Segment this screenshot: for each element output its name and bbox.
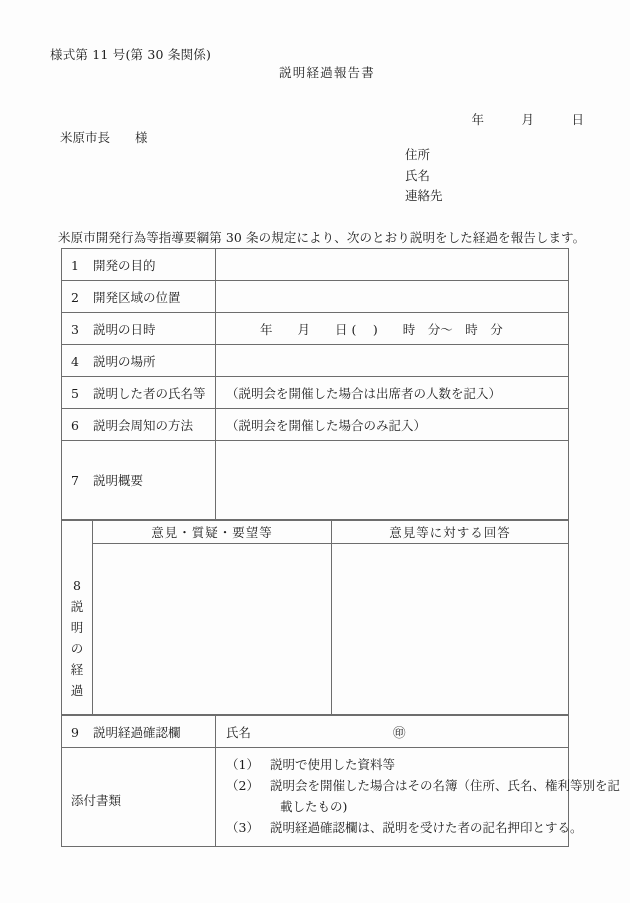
row-6-label bbox=[62, 409, 216, 441]
table-row bbox=[62, 281, 569, 313]
attachments-label: 添付書類 bbox=[62, 748, 216, 847]
row-3-label bbox=[62, 313, 216, 345]
applicant-name-label: 氏名 bbox=[405, 167, 431, 183]
attachments-items bbox=[226, 754, 621, 838]
row-7-label bbox=[62, 441, 216, 520]
intro-statement: 米原市開発行為等指導要綱第 30 条の規定により、次のとおり説明をした経過を報告します。 bbox=[58, 230, 586, 245]
attachment-1-text: 説明で使用した資料等 bbox=[270, 757, 396, 772]
row-3-label-text: 説明の日時 bbox=[93, 321, 156, 337]
row-9-value[interactable] bbox=[216, 716, 569, 748]
row-4-label bbox=[62, 345, 216, 377]
section-8-vertical-label bbox=[62, 521, 93, 715]
row-1-label bbox=[62, 249, 216, 281]
row-9-label bbox=[62, 716, 216, 748]
document-title: 説明経過報告書 bbox=[279, 65, 375, 80]
row-1-number: 1 bbox=[71, 257, 79, 273]
table-row bbox=[62, 377, 569, 409]
row-6-value[interactable]: （説明会を開催した場合のみ記入） bbox=[216, 409, 569, 441]
row-4-label-text: 説明の場所 bbox=[93, 353, 156, 369]
applicant-address-label: 住所 bbox=[405, 147, 431, 162]
row-6-label-text: 説明会周知の方法 bbox=[93, 417, 194, 433]
row-6-number: 6 bbox=[71, 417, 79, 433]
attachment-3-mark: （3） bbox=[226, 820, 259, 835]
row-1-label-text: 開発の目的 bbox=[93, 257, 156, 273]
table-row bbox=[62, 716, 569, 748]
attachment-3-text: 説明経過確認欄は、説明を受けた者の記名押印とする。 bbox=[270, 820, 583, 835]
row-2-value[interactable] bbox=[216, 281, 569, 313]
section-8-header-row bbox=[62, 521, 569, 544]
section-8-answers-field[interactable] bbox=[332, 544, 569, 715]
row-7-label-text: 説明概要 bbox=[93, 473, 144, 488]
table-row bbox=[62, 409, 569, 441]
applicant-block bbox=[405, 145, 443, 207]
row-4-number: 4 bbox=[71, 353, 79, 369]
row-5-value[interactable]: （説明会を開催した場合は出席者の人数を記入） bbox=[216, 377, 569, 409]
row-7-value[interactable] bbox=[216, 441, 569, 520]
row-7-number: 7 bbox=[71, 473, 79, 488]
attachments-list bbox=[216, 748, 621, 847]
row-5-label bbox=[62, 377, 216, 409]
table-row bbox=[62, 345, 569, 377]
section-8-table bbox=[61, 520, 569, 715]
date-line: 年 月 日 bbox=[471, 112, 584, 127]
row-2-label bbox=[62, 281, 216, 313]
row-3-number: 3 bbox=[71, 321, 79, 337]
applicant-contact-label: 連絡先 bbox=[405, 188, 443, 203]
seal-icon: ㊞ bbox=[393, 724, 406, 740]
list-item-continuation bbox=[226, 796, 568, 817]
attachment-1-mark: （1） bbox=[226, 757, 259, 772]
attachment-2-text-continued: 載したもの) bbox=[280, 799, 348, 814]
footer-table bbox=[61, 715, 621, 847]
main-table bbox=[61, 248, 569, 520]
section-8-opinions-field[interactable] bbox=[93, 544, 332, 715]
section-8-col-opinions-header: 意見・質疑・要望等 bbox=[93, 521, 332, 544]
attachment-2-text: 説明会を開催した場合はその名簿（住所、氏名、権利等別を記 bbox=[270, 778, 621, 793]
attachments-row bbox=[62, 748, 569, 847]
row-3-value[interactable] bbox=[216, 313, 569, 345]
attachment-2-mark: （2） bbox=[226, 778, 259, 793]
row-2-number: 2 bbox=[71, 289, 79, 305]
row-2-label-text: 開発区域の位置 bbox=[93, 289, 181, 305]
section-8-vertical-text: 8 説 明 の 経 過 bbox=[70, 577, 84, 698]
table-row bbox=[62, 313, 569, 345]
list-item bbox=[226, 817, 583, 838]
section-8-col-answers-header: 意見等に対する回答 bbox=[332, 521, 569, 544]
addressee: 米原市長 様 bbox=[60, 130, 148, 145]
section-8-body-row bbox=[62, 544, 569, 715]
table-row bbox=[62, 441, 569, 520]
row-5-label-text: 説明した者の氏名等 bbox=[93, 385, 206, 401]
row-4-value[interactable] bbox=[216, 345, 569, 377]
row-9-number: 9 bbox=[71, 724, 79, 740]
row-9-name-label: 氏名 bbox=[226, 724, 252, 740]
row-5-number: 5 bbox=[71, 385, 79, 401]
table-row bbox=[62, 249, 569, 281]
form-number: 様式第 11 号(第 30 条関係) bbox=[50, 47, 212, 62]
list-item bbox=[226, 754, 568, 775]
list-item bbox=[226, 775, 621, 796]
main-table-wrapper bbox=[61, 248, 621, 847]
row-9-label-text: 説明経過確認欄 bbox=[93, 724, 181, 740]
row-3-datetime-template: 年 月 日 ( ) 時 分～ 時 分 bbox=[260, 321, 503, 337]
row-1-value[interactable] bbox=[216, 249, 569, 281]
